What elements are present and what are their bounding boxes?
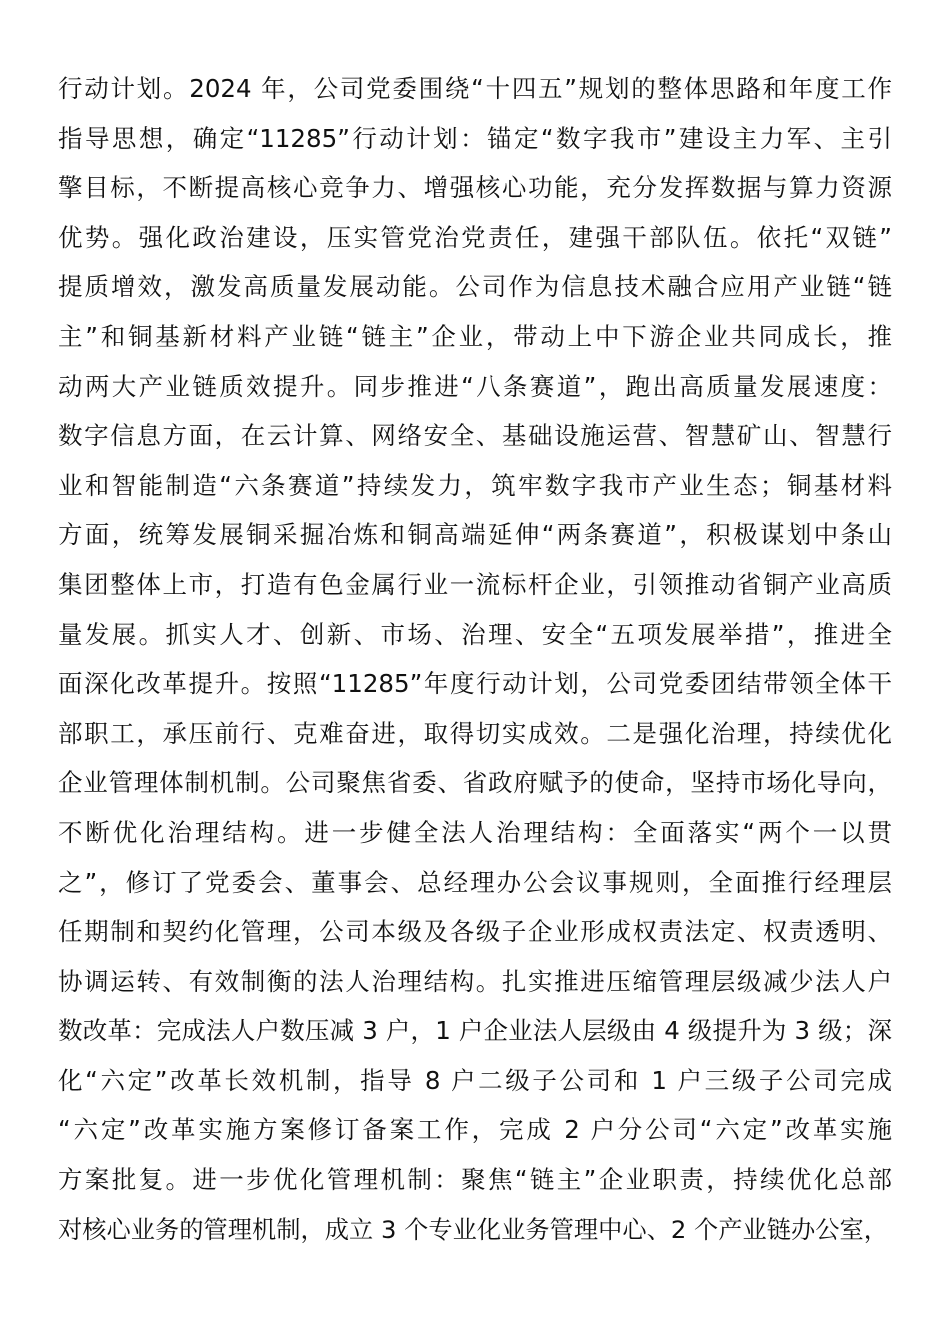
text-line: 数字信息方面，在云计算、网络安全、基础设施运营、智慧矿山、智慧行	[58, 421, 892, 451]
text-line: 指导思想，确定“11285”行动计划：锚定“数字我市”建设主力军、主引	[58, 123, 892, 153]
text-line: 优势。强化政治建设，压实管党治党责任，建强干部队伍。依托“双链”	[58, 222, 892, 252]
text-line: 提质增效，激发高质量发展动能。公司作为信息技术融合应用产业链“链	[58, 272, 892, 302]
text-line: 行动计划。2024 年，公司党委围绕“十四五”规划的整体思路和年度工作	[58, 74, 892, 103]
text-line: “六定”改革实施方案修订备案工作，完成 2 户分公司“六定”改革实施	[58, 1115, 892, 1145]
text-line: 任期制和契约化管理，公司本级及各级子企业形成权责法定、权责透明、	[58, 917, 892, 947]
text-line: 数改革：完成法人户数压减 3 户，1 户企业法人层级由 4 级提升为 3 级；深	[58, 1016, 892, 1046]
text-line: 协调运转、有效制衡的法人治理结构。扎实推进压缩管理层级减少法人户	[58, 966, 892, 996]
text-line: 主”和铜基新材料产业链“链主”企业，带动上中下游企业共同成长，推	[58, 321, 892, 351]
text-line: 对核心业务的管理机制，成立 3 个专业化业务管理中心、2 个产业链办公室，	[58, 1214, 888, 1244]
text-line: 量发展。抓实人才、创新、市场、治理、安全“五项发展举措”，推进全	[58, 619, 892, 649]
text-line: 擎目标，不断提高核心竞争力、增强核心功能，充分发挥数据与算力资源	[58, 173, 892, 203]
body-text	[58, 64, 892, 1254]
text-line: 方案批复。进一步优化管理机制：聚焦“链主”企业职责，持续优化总部	[58, 1165, 892, 1195]
text-line: 部职工，承压前行、克难奋进，取得切实成效。二是强化治理，持续优化	[58, 718, 892, 748]
text-line: 化“六定”改革长效机制，指导 8 户二级子公司和 1 户三级子公司完成	[58, 1065, 892, 1095]
text-line: 之”，修订了党委会、董事会、总经理办公会议事规则，全面推行经理层	[58, 867, 892, 897]
text-line: 动两大产业链质效提升。同步推进“八条赛道”，跑出高质量发展速度：	[58, 371, 892, 401]
text-line: 面深化改革提升。按照“11285”年度行动计划，公司党委团结带领全体干	[58, 669, 892, 699]
text-line: 企业管理体制机制。公司聚焦省委、省政府赋予的使命，坚持市场化导向，	[58, 768, 892, 798]
text-line: 不断优化治理结构。进一步健全法人治理结构：全面落实“两个一以贯	[58, 817, 892, 847]
text-line: 业和智能制造“六条赛道”持续发力，筑牢数字我市产业生态；铜基材料	[58, 470, 892, 500]
text-line: 集团整体上市，打造有色金属行业一流标杆企业，引领推动省铜产业高质	[58, 569, 892, 599]
text-line: 方面，统筹发展铜采掘冶炼和铜高端延伸“两条赛道”，积极谋划中条山	[58, 520, 892, 550]
